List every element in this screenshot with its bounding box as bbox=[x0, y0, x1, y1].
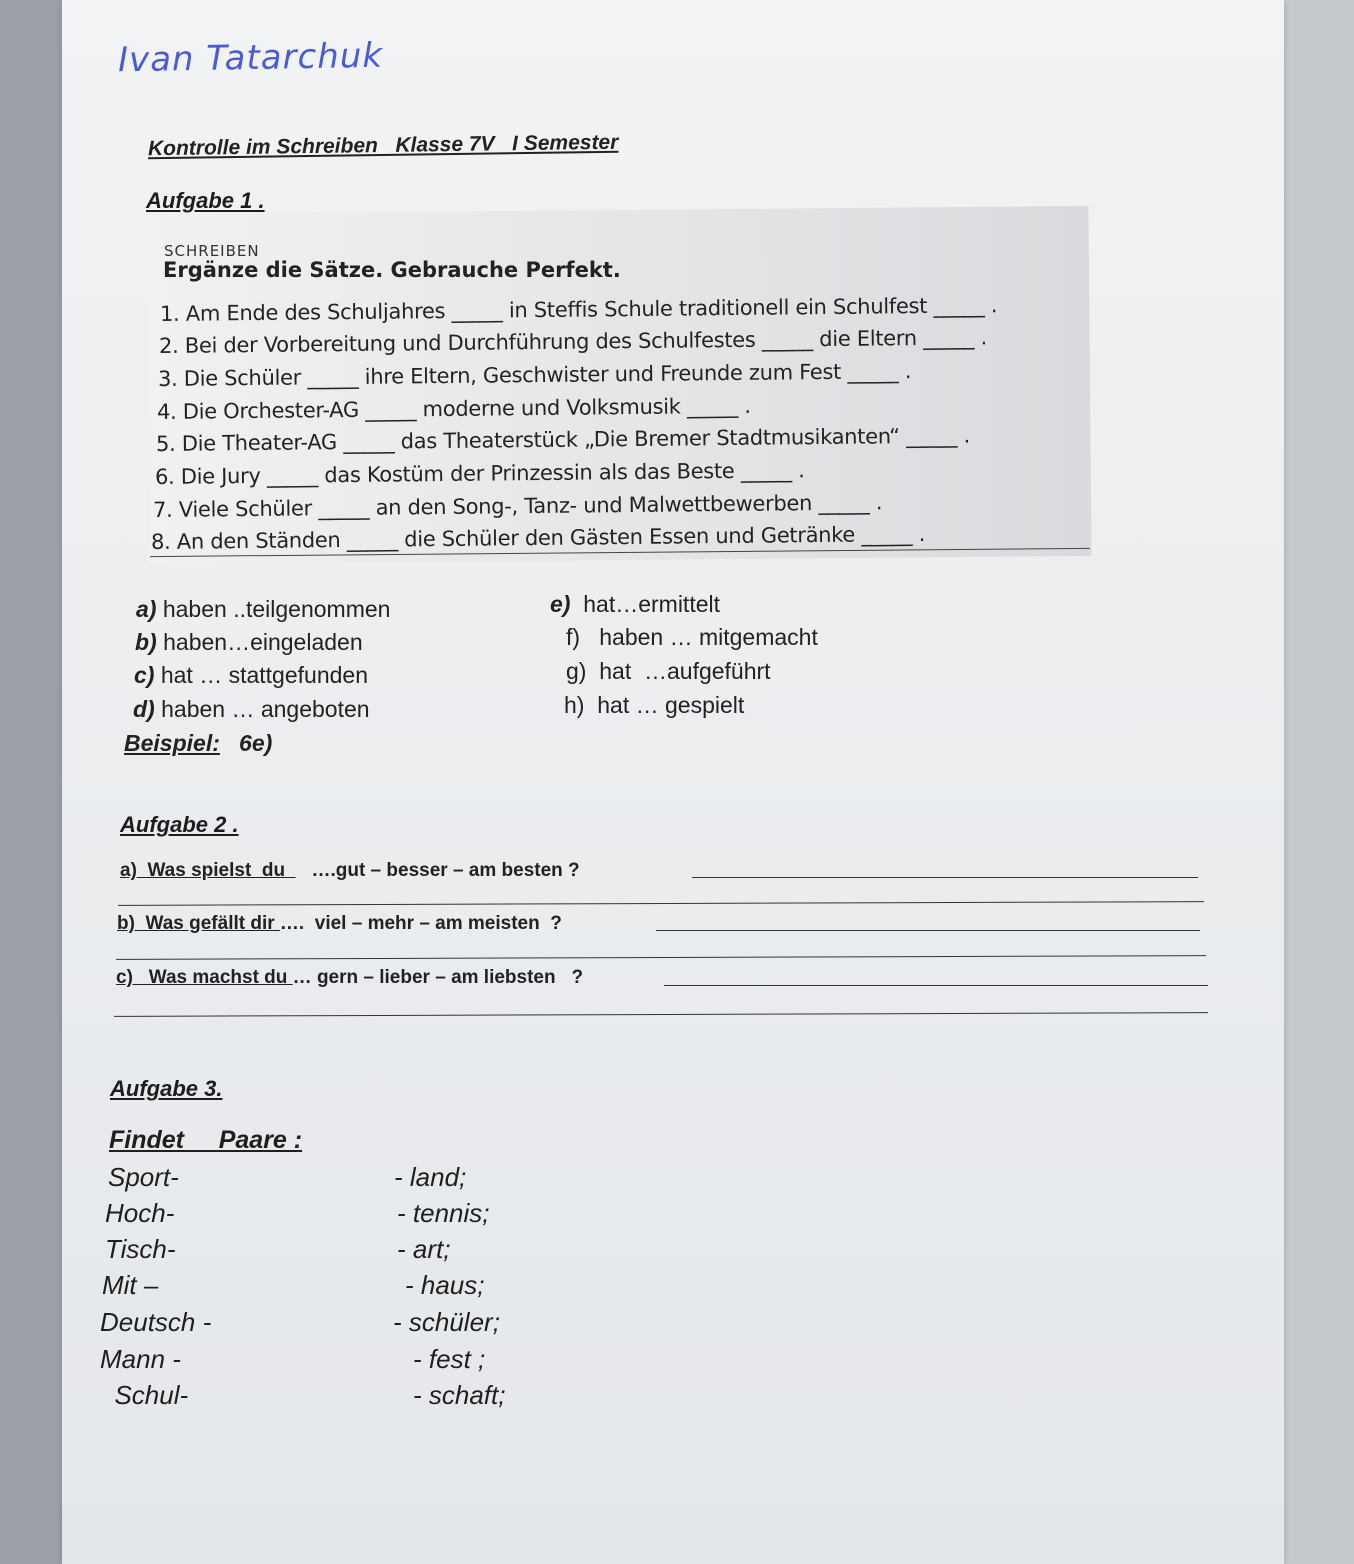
option-a: a) haben ..teilgenommen bbox=[136, 596, 391, 622]
sentence-4: 4. Die Orchester-AG _____ moderne und Volksmusik _____ . bbox=[156, 393, 751, 424]
task3-heading: Aufgabe 3. bbox=[110, 1076, 223, 1101]
handwritten-signature: Ivan Tatarchuk bbox=[117, 35, 384, 81]
background-right bbox=[1284, 0, 1354, 1564]
pair-left-1: Sport- bbox=[108, 1162, 179, 1192]
pair-left-2: Hoch- bbox=[105, 1198, 175, 1228]
worksheet-title: Kontrolle im Schreiben Klasse 7V I Semester bbox=[147, 130, 619, 161]
answer-line-c[interactable] bbox=[664, 985, 1208, 986]
background-left bbox=[0, 0, 62, 1564]
pair-left-5: Deutsch - bbox=[100, 1307, 212, 1337]
pair-right-3: - art; bbox=[397, 1234, 451, 1264]
pair-right-4: - haus; bbox=[405, 1270, 485, 1300]
pair-left-6: Mann - bbox=[100, 1344, 181, 1374]
option-h: h) hat … gespielt bbox=[564, 692, 745, 718]
pair-left-3: Tisch- bbox=[105, 1234, 176, 1264]
sentence-8: 8. An den Ständen _____ die Schüler den Gästen Essen und Getränke _____ . bbox=[150, 521, 926, 554]
task1-heading: Aufgabe 1 . bbox=[146, 188, 265, 213]
task3-subheading: Findet Paare : bbox=[109, 1126, 303, 1154]
answer-line-a[interactable] bbox=[692, 877, 1198, 878]
sentence-1: 1. Am Ende des Schuljahres _____ in Steffis Schule traditionell ein Schulfest _____ . bbox=[159, 293, 998, 326]
option-e: e) hat…ermittelt bbox=[550, 591, 720, 617]
answer-line-b[interactable] bbox=[656, 930, 1200, 931]
sentence-3: 3. Die Schüler _____ ihre Eltern, Geschwister und Freunde zum Fest _____ . bbox=[157, 359, 912, 391]
pair-right-7: - schaft; bbox=[413, 1380, 506, 1410]
question-c: c) Was machst du … gern – lieber – am liebsten ? bbox=[116, 967, 584, 988]
option-f: f) haben … mitgemacht bbox=[566, 624, 818, 650]
question-b: b) Was gefällt dir …. viel – mehr – am meisten ? bbox=[117, 913, 562, 934]
task2-heading: Aufgabe 2 . bbox=[120, 812, 239, 837]
box-instruction: Ergänze die Sätze. Gebrauche Perfekt. bbox=[163, 258, 621, 282]
sentence-7: 7. Viele Schüler _____ an den Song-, Tanz- und Malwettbewerben _____ . bbox=[152, 490, 883, 522]
example-value: 6e) bbox=[219, 730, 273, 756]
sentence-5: 5. Die Theater-AG _____ das Theaterstück „Die Bremer Stadtmusikanten“ _____ . bbox=[155, 423, 971, 456]
sentence-2: 2. Bei der Vorbereitung und Durchführung des Schulfestes _____ die Eltern _____ . bbox=[158, 325, 988, 358]
option-b: b) haben…eingeladen bbox=[135, 629, 363, 655]
box-label: SCHREIBEN bbox=[164, 242, 260, 260]
example-label: Beispiel: bbox=[124, 730, 220, 756]
pair-right-2: - tennis; bbox=[397, 1198, 490, 1228]
pair-left-4: Mit – bbox=[102, 1270, 159, 1300]
sentence-6: 6. Die Jury _____ das Kostüm der Prinzessin als das Beste _____ . bbox=[154, 458, 805, 489]
pair-right-1: - land; bbox=[394, 1162, 467, 1192]
question-a: a) Was spielst du ….gut – besser – am besten ? bbox=[120, 860, 580, 881]
pair-left-7: Schul- bbox=[100, 1380, 189, 1410]
option-g: g) hat …aufgeführt bbox=[566, 658, 771, 684]
option-d: d) haben … angeboten bbox=[133, 696, 370, 722]
option-c: c) hat … stattgefunden bbox=[134, 662, 368, 688]
example bbox=[124, 730, 272, 757]
pair-right-6: - fest ; bbox=[413, 1344, 486, 1374]
pair-right-5: - schüler; bbox=[393, 1307, 500, 1337]
